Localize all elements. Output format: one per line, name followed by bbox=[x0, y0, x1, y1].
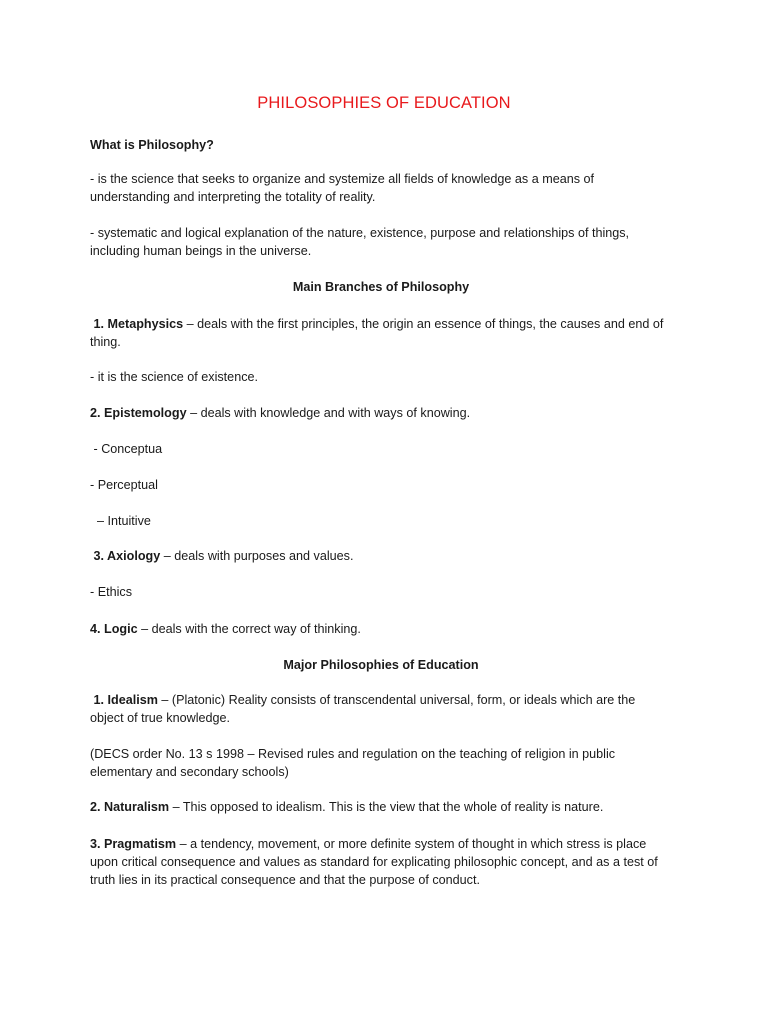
epistemology-term: 2. Epistemology bbox=[90, 406, 187, 420]
axiology-sub: - Ethics bbox=[90, 585, 132, 599]
heading-text: What is Philosophy? bbox=[90, 138, 214, 152]
metaphysics-term: 1. Metaphysics bbox=[93, 317, 184, 331]
idealism-paragraph bbox=[90, 691, 672, 727]
metaphysics-text: – deals with the first principles, the origin an essence of things, the causes and end of thing. bbox=[90, 317, 664, 349]
pragmatism-text: – a tendency, movement, or more definite system of thought in which stress is place upon critical consequence and values as standard for explicating philosophic concept, and as a test of truth lies in its practical consequence and that the purpose of conduct. bbox=[90, 837, 658, 887]
decs-paragraph: (DECS order No. 13 s 1998 – Revised rules and regulation on the teaching of religion in public elementary and secondary schools) bbox=[90, 747, 616, 779]
axiology-term: 3. Axiology bbox=[93, 549, 161, 563]
idealism-term: 1. Idealism bbox=[93, 693, 158, 707]
pragmatism-paragraph bbox=[90, 835, 672, 889]
document-title: PHILOSOPHIES OF EDUCATION bbox=[257, 94, 511, 112]
naturalism-paragraph bbox=[90, 798, 672, 816]
philosophies-heading bbox=[90, 656, 672, 674]
logic-term: 4. Logic bbox=[90, 622, 138, 636]
heading-text: Main Branches of Philosophy bbox=[292, 280, 470, 294]
heading-text: Major Philosophies of Education bbox=[283, 658, 479, 672]
metaphysics-paragraph bbox=[90, 315, 672, 351]
axiology-paragraph bbox=[90, 547, 672, 565]
axiology-text: – deals with purposes and values. bbox=[160, 549, 354, 563]
naturalism-text: – This opposed to idealism. This is the view that the whole of reality is nature. bbox=[169, 800, 604, 814]
epistemology-sub-1: - Conceptua bbox=[90, 442, 163, 456]
branches-heading bbox=[90, 278, 672, 296]
logic-paragraph bbox=[90, 620, 672, 638]
epistemology-paragraph bbox=[90, 404, 672, 422]
definition-paragraph-1: - is the science that seeks to organize and systemize all fields of knowledge as a means of understanding and interpreting the totality of reality. bbox=[90, 172, 595, 204]
naturalism-term: 2. Naturalism bbox=[90, 800, 170, 814]
idealism-text: – (Platonic) Reality consists of transcendental universal, form, or ideals which are the object of true knowledge. bbox=[90, 693, 636, 725]
epistemology-text: – deals with knowledge and with ways of knowing. bbox=[186, 406, 471, 420]
definition-paragraph-2: - systematic and logical explanation of the nature, existence, purpose and relationships of things, including human beings in the universe. bbox=[90, 226, 630, 258]
pragmatism-term: 3. Pragmatism bbox=[90, 837, 177, 851]
logic-text: – deals with the correct way of thinking. bbox=[137, 622, 361, 636]
what-is-philosophy-heading bbox=[90, 136, 672, 154]
epistemology-sub-2: - Perceptual bbox=[90, 478, 158, 492]
metaphysics-sub: - it is the science of existence. bbox=[90, 370, 258, 384]
epistemology-sub-3: – Intuitive bbox=[90, 514, 151, 528]
